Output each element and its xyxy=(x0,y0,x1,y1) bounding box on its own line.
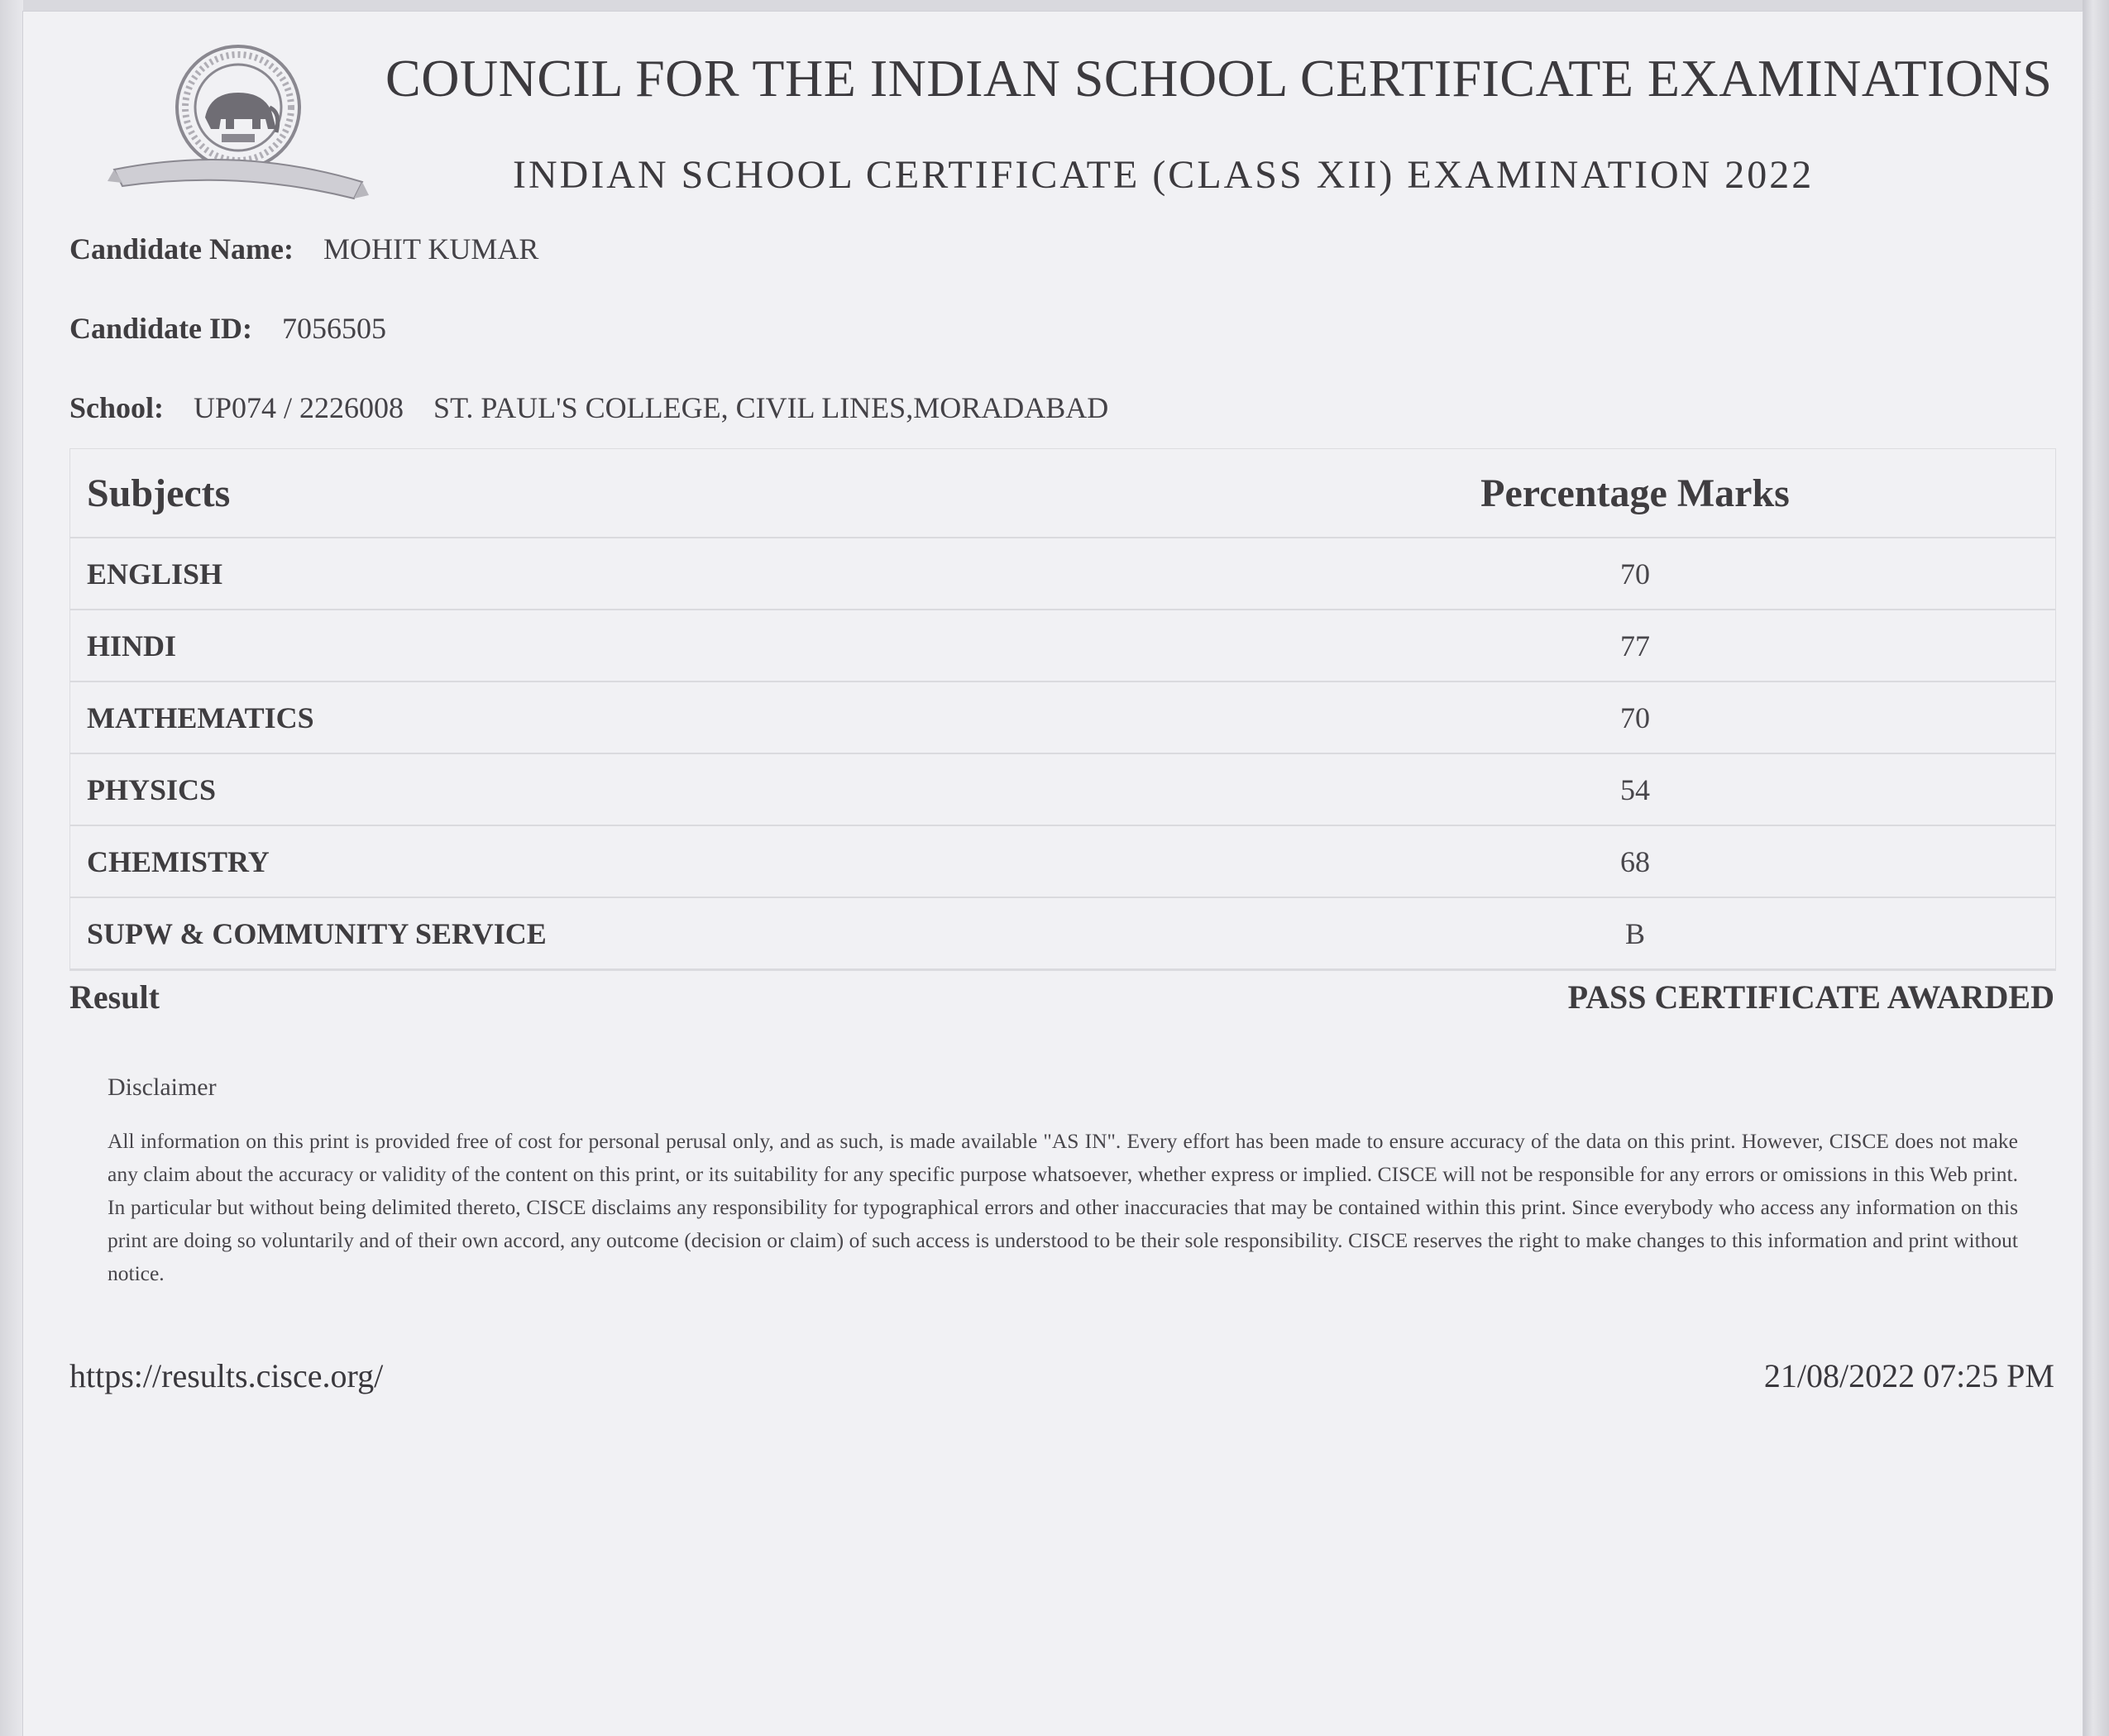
table-row xyxy=(70,610,2055,681)
table-row xyxy=(70,897,2055,969)
candidate-name-label: Candidate Name: xyxy=(69,232,294,265)
subject-cell: ENGLISH xyxy=(70,538,1099,610)
school-label: School: xyxy=(69,391,165,424)
candidate-id-field xyxy=(69,311,386,346)
result-value: PASS CERTIFICATE AWARDED xyxy=(1567,978,2054,1016)
cisce-logo-icon xyxy=(106,41,371,207)
footer-url: https://results.cisce.org/ xyxy=(69,1357,384,1394)
candidate-name-field xyxy=(69,232,538,266)
subject-cell: MATHEMATICS xyxy=(70,681,1099,753)
marks-cell: 70 xyxy=(1099,681,2055,753)
table-row xyxy=(70,825,2055,897)
candidate-id-value: 7056505 xyxy=(282,312,387,345)
marks-cell: 68 xyxy=(1099,825,2055,897)
marks-cell: B xyxy=(1099,897,2055,969)
page-edge-left xyxy=(0,0,23,1736)
table-row xyxy=(70,681,2055,753)
table-row xyxy=(70,753,2055,825)
school-code: UP074 / 2226008 xyxy=(194,391,404,424)
disclaimer-text: All information on this print is provided free of cost for personal perusal only, and as such, is made available "AS IN". Every effort has been made to ensure accuracy of the data on this print. However, CISCE does not make any claim about the accuracy or validity of the content on this print, or its suitability for any specific purpose whatsoever, whether express or implied. CISCE will not be responsible for any errors or omissions in this Web print. In particular but without being delimited thereto, CISCE disclaims any responsibility for typographical errors and other inaccuracies that may be contained within this print. Since everybody who access any information on this print are doing so voluntarily and of their own accord, any outcome (decision or claim) of such access is understood to be their sole responsibility. CISCE reserves the right to make changes to this information and print without notice. xyxy=(108,1129,2018,1285)
school-name: ST. PAUL'S COLLEGE, CIVIL LINES,MORADABAD xyxy=(433,391,1109,424)
subject-cell: PHYSICS xyxy=(70,753,1099,825)
result-label: Result xyxy=(69,978,160,1016)
marks-cell: 70 xyxy=(1099,538,2055,610)
marks-cell: 77 xyxy=(1099,610,2055,681)
page-edge-right xyxy=(2083,0,2109,1736)
council-title: COUNCIL FOR THE INDIAN SCHOOL CERTIFICATE EXAMINATIONS xyxy=(385,49,2053,108)
school-field xyxy=(69,390,1108,425)
result-row xyxy=(69,978,2054,1019)
subject-cell: CHEMISTRY xyxy=(70,825,1099,897)
candidate-id-label: Candidate ID: xyxy=(69,312,253,345)
marks-table xyxy=(69,448,2056,971)
subject-cell: SUPW & COMMUNITY SERVICE xyxy=(70,897,1099,969)
exam-title: INDIAN SCHOOL CERTIFICATE (CLASS XII) EXAMINATION 2022 xyxy=(513,153,1815,197)
footer-datetime: 21/08/2022 07:25 PM xyxy=(1763,1357,2054,1394)
marks-cell: 54 xyxy=(1099,753,2055,825)
table-header-row xyxy=(70,449,2055,538)
subjects-header: Subjects xyxy=(70,449,1099,538)
marks-header: Percentage Marks xyxy=(1099,449,2055,538)
table-row xyxy=(70,538,2055,610)
disclaimer-heading: Disclaimer xyxy=(108,1074,217,1101)
subject-cell: HINDI xyxy=(70,610,1099,681)
candidate-name-value: MOHIT KUMAR xyxy=(323,232,539,265)
